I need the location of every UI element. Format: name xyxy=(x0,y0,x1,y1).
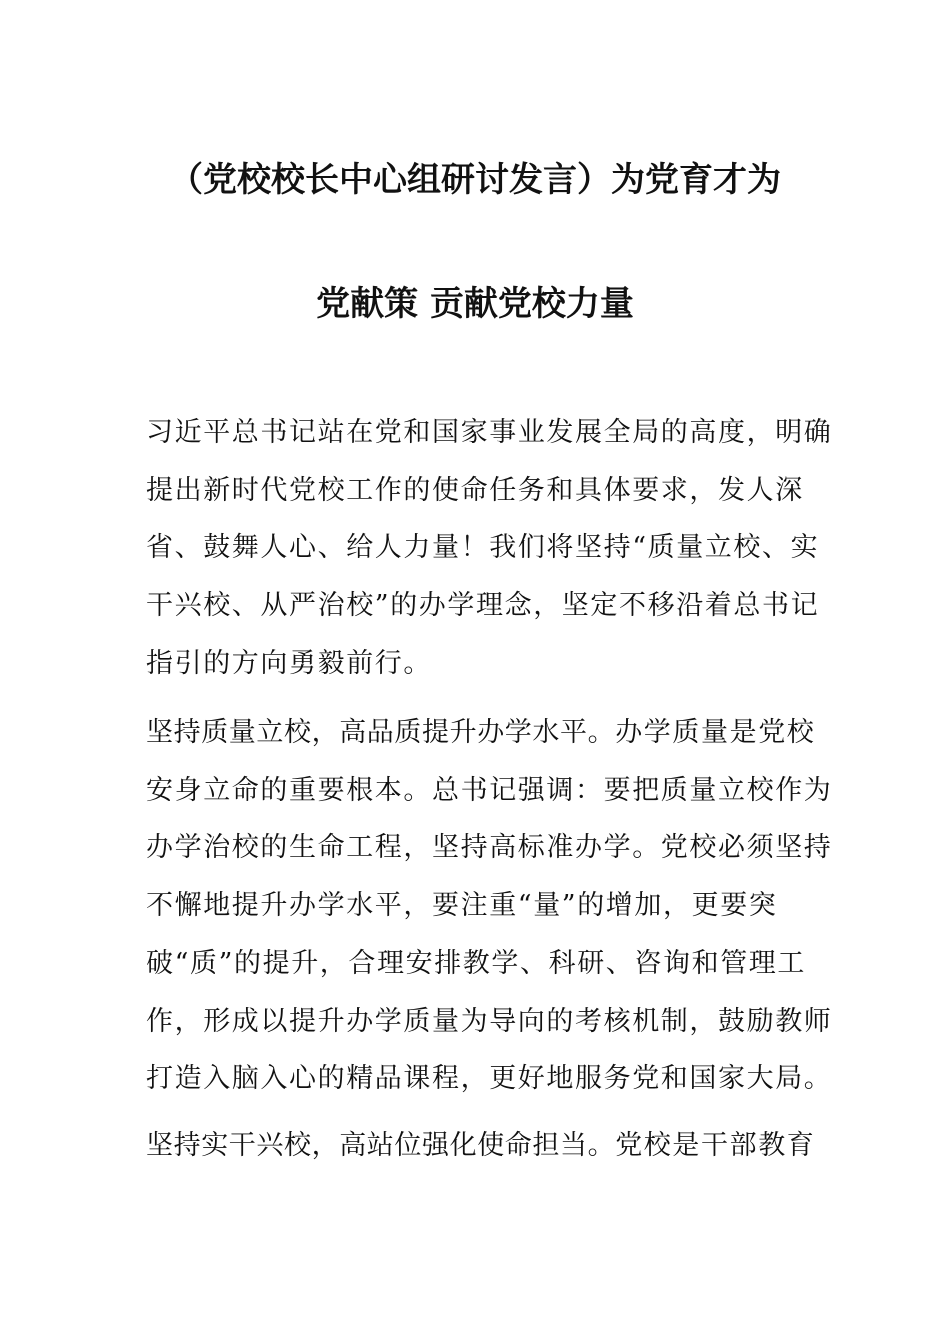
paragraph-practice xyxy=(146,1117,836,1175)
paragraph-practice-heading: 坚持实干兴校，高站位强化使命担当。 xyxy=(146,1130,616,1161)
document-title-line-2: 党献策 贡献党校力量 xyxy=(316,284,634,324)
paragraph-intro xyxy=(146,404,836,693)
document-title-line-1: （党校校长中心组研讨发言）为党育才为 xyxy=(169,160,781,200)
paragraph-quality xyxy=(146,704,836,1108)
paragraph-quality-heading: 坚持质量立校，高品质提升办学水平。 xyxy=(146,717,616,748)
paragraph-practice-body: 党校是干部教育 xyxy=(615,1130,816,1161)
paragraph-intro-body: 习近平总书记站在党和国家事业发展全局的高度，明确提出新时代党校工作的使命任务和具体要求，发人深省、鼓舞人心、给人力量！我们将坚持“质量立校、实干兴校、从严治校”的办学理念，坚定不移沿着总书记指引的方向勇毅前行。 xyxy=(146,417,833,679)
paragraph-quality-body: 办学质量是党校安身立命的重要根本。总书记强调：要把质量立校作为办学治校的生命工程，坚持高标准办学。党校必须坚持不懈地提升办学水平，要注重“量”的增加，更要突破“质”的提升，合理安排教学、科研、咨询和管理工作，形成以提升办学质量为导向的考核机制，鼓励教师打造入脑入心的精品课程，更好地服务党和国家大局。 xyxy=(146,717,833,1095)
